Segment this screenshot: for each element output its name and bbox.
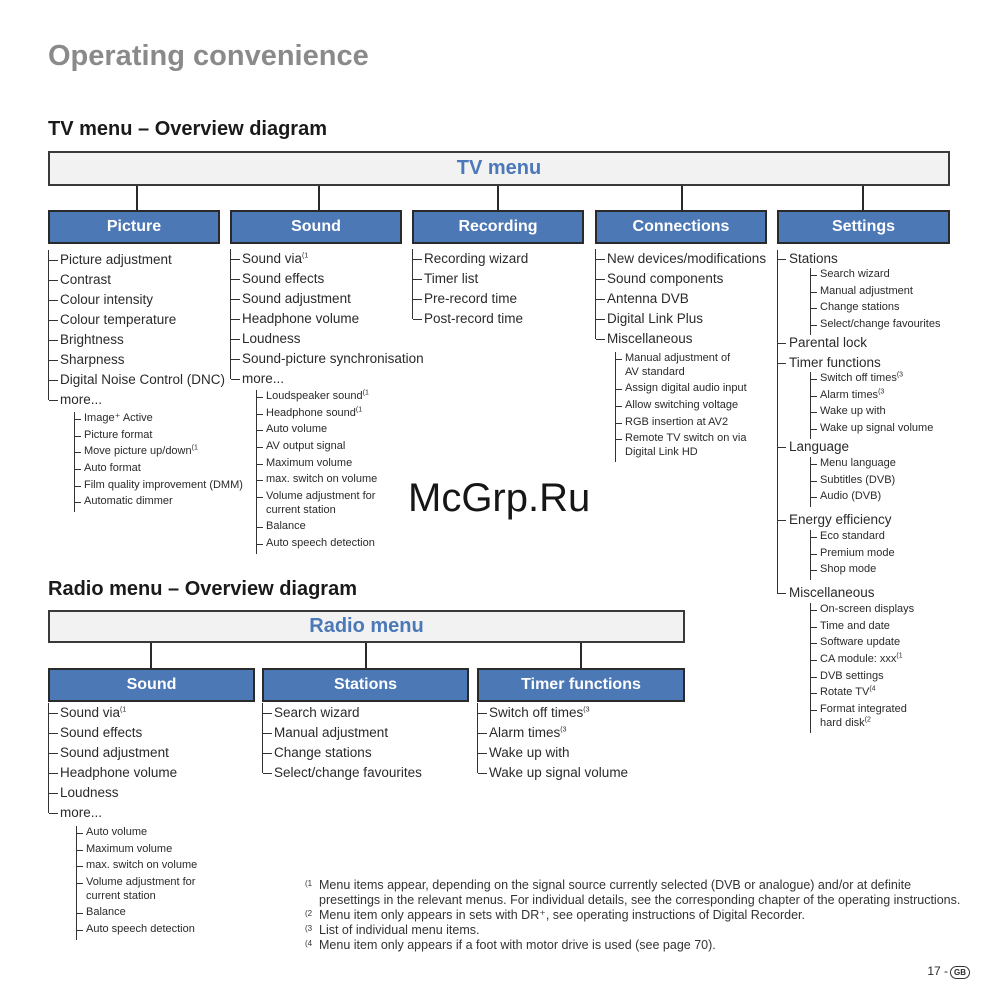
list-item: more...: [49, 390, 225, 410]
list-item: Remote TV switch on via Digital Link HD: [616, 432, 770, 459]
page-title: Operating convenience: [48, 40, 369, 72]
list-item: Manual adjustment: [263, 723, 422, 743]
list-item: Loudness: [49, 783, 177, 803]
list-item: Maximum volume: [77, 843, 197, 857]
list-item: On-screen displays: [811, 603, 951, 617]
list-item: AV output signal: [257, 440, 397, 454]
list-item: Sound effects: [231, 269, 424, 289]
list-item: Loudness: [231, 329, 424, 349]
list-item: Change stations: [811, 301, 940, 315]
list-item: Headphone volume: [49, 763, 177, 783]
list-item: CA module: xxx$^{(1}$: [811, 653, 951, 667]
settings-energy: [777, 510, 892, 530]
list-item: Rotate TV$^{(4}$: [811, 686, 951, 700]
list-item: max. switch on volume: [77, 859, 197, 873]
connector-line: [150, 643, 152, 668]
settings-energy-sub: [810, 530, 895, 580]
list-item: Wake up with: [478, 743, 628, 763]
list-item: Auto format: [75, 462, 243, 476]
settings-misc: [777, 583, 875, 603]
list-item: Loudspeaker sound$^{(1}$: [257, 390, 397, 404]
list-item: Colour intensity: [49, 290, 225, 310]
picture-items: [48, 250, 226, 407]
list-item: Sound via$^{(1}$: [49, 703, 177, 723]
list-item: Volume adjustment for current station: [257, 490, 376, 517]
list-item: Pre-record time: [413, 289, 528, 309]
list-item: Manual adjustment: [811, 285, 940, 299]
list-item: Subtitles (DVB): [811, 474, 896, 488]
list-item: Auto volume: [257, 423, 397, 437]
list-item: Miscellaneous: [777, 583, 875, 603]
list-item: Brightness: [49, 330, 225, 350]
radio-category-timer: Timer functions: [477, 668, 685, 702]
footnote: (2 Menu item only appears in sets with DR⁺, see operating instructions of Digital Recorder.: [305, 908, 805, 922]
tv-category-picture: Picture: [48, 210, 220, 244]
settings-stations-sub: [810, 268, 940, 335]
radio-menu-heading: Radio menu – Overview diagram: [48, 578, 357, 600]
list-item: Wake up with: [811, 405, 933, 419]
list-item: Parental lock: [777, 333, 881, 353]
list-item: New devices/modifications: [596, 249, 766, 269]
connections-misc-items: [615, 352, 776, 462]
list-item: Antenna DVB: [596, 289, 766, 309]
list-item: Sound adjustment: [49, 743, 177, 763]
list-item: DVB settings: [811, 670, 951, 684]
list-item: Shop mode: [811, 563, 895, 577]
list-item: Timer list: [413, 269, 528, 289]
list-item: Digital Noise Control (DNC): [49, 370, 225, 390]
list-item: Film quality improvement (DMM): [75, 479, 243, 493]
footnote: (1 Menu items appear, depending on the signal source currently selected (DVB or analogue) and/or at definite presettings in the relevant menus. For individual details, see the corresponding chapter of the operating instructions.: [305, 878, 961, 907]
settings-tree-line: [777, 250, 778, 593]
connections-items: [595, 249, 767, 346]
list-item: RGB insertion at AV2: [616, 416, 776, 430]
connector-line: [365, 643, 367, 668]
radio-sound-items: [48, 703, 178, 820]
list-item: Search wizard: [263, 703, 422, 723]
list-item: more...: [231, 369, 424, 389]
settings-language-sub: [810, 457, 896, 507]
list-item: Eco standard: [811, 530, 895, 544]
list-item: Auto speech detection: [77, 923, 197, 937]
list-item: Auto speech detection: [257, 537, 397, 551]
list-item: Audio (DVB): [811, 490, 896, 504]
settings-language: [777, 437, 849, 457]
list-item: Time and date: [811, 620, 951, 634]
list-item: Sound components: [596, 269, 766, 289]
list-item: max. switch on volume: [257, 473, 397, 487]
list-item: Language: [777, 437, 849, 457]
sound-items: [230, 249, 424, 386]
list-item: Switch off times$^{(3}$: [478, 703, 628, 723]
list-item: Volume adjustment for current station: [77, 876, 196, 903]
list-item: Post-record time: [413, 309, 528, 329]
settings-misc-sub: [810, 603, 951, 733]
list-item: Sound adjustment: [231, 289, 424, 309]
list-item: Timer functions: [777, 353, 881, 373]
list-item: Software update: [811, 636, 951, 650]
radio-category-stations: Stations: [262, 668, 469, 702]
list-item: Recording wizard: [413, 249, 528, 269]
list-item: Picture adjustment: [49, 250, 225, 270]
list-item: Sound-picture synchronisation: [231, 349, 424, 369]
list-item: Allow switching voltage: [616, 399, 776, 413]
list-item: Energy efficiency: [777, 510, 892, 530]
list-item: Premium mode: [811, 547, 895, 561]
tv-menu-box: TV menu: [48, 151, 950, 186]
tv-category-sound: Sound: [230, 210, 402, 244]
footnote: (4 Menu item only appears if a foot with motor drive is used (see page 70).: [305, 938, 716, 952]
connector-line: [497, 186, 499, 210]
list-item: Wake up signal volume: [478, 763, 628, 783]
radio-sound-more-items: [76, 826, 197, 940]
list-item: Change stations: [263, 743, 422, 763]
radio-stations-items: [262, 703, 422, 780]
list-item: Alarm times$^{(3}$: [811, 389, 933, 403]
list-item: Assign digital audio input: [616, 382, 776, 396]
list-item: more...: [49, 803, 177, 823]
list-item: Manual adjustment of AV standard: [616, 352, 735, 379]
settings-timer-sub: [810, 372, 933, 439]
list-item: Move picture up/down$^{(1}$: [75, 445, 243, 459]
list-item: Balance: [77, 906, 197, 920]
list-item: Automatic dimmer: [75, 495, 243, 509]
watermark: McGrp.Ru: [408, 476, 591, 520]
settings-stations: [777, 249, 838, 269]
radio-timer-items: [477, 703, 629, 780]
list-item: Miscellaneous: [596, 329, 766, 349]
list-item: Picture format: [75, 429, 243, 443]
list-item: Wake up signal volume: [811, 422, 933, 436]
tv-menu-heading: TV menu – Overview diagram: [48, 118, 327, 140]
list-item: Sound effects: [49, 723, 177, 743]
list-item: Select/change favourites: [263, 763, 422, 783]
list-item: Menu language: [811, 457, 896, 471]
list-item: Headphone volume: [231, 309, 424, 329]
page-number: 17 - GB: [927, 964, 970, 979]
list-item: Image⁺ Active: [75, 412, 243, 426]
list-item: Sound via$^{(1}$: [231, 249, 424, 269]
list-item: Select/change favourites: [811, 318, 940, 332]
list-item: Search wizard: [811, 268, 940, 282]
list-item: Sharpness: [49, 350, 225, 370]
list-item: Headphone sound$^{(1}$: [257, 407, 397, 421]
list-item: Colour temperature: [49, 310, 225, 330]
tv-category-connections: Connections: [595, 210, 767, 244]
radio-category-sound: Sound: [48, 668, 255, 702]
list-item: Maximum volume: [257, 457, 397, 471]
list-item: Auto volume: [77, 826, 197, 840]
footnote: (3 List of individual menu items.: [305, 923, 480, 937]
connector-line: [580, 643, 582, 668]
list-item: Balance: [257, 520, 397, 534]
list-item: Digital Link Plus: [596, 309, 766, 329]
settings-parental: [777, 333, 881, 373]
list-item: Format integrated hard disk$^{(2}$: [811, 703, 920, 730]
list-item: Stations: [777, 249, 838, 269]
tv-category-recording: Recording: [412, 210, 584, 244]
radio-menu-box: Radio menu: [48, 610, 685, 643]
sound-more-items: [256, 390, 397, 554]
connector-line: [136, 186, 138, 210]
connector-line: [318, 186, 320, 210]
recording-items: [412, 249, 529, 326]
list-item: Alarm times$^{(3}$: [478, 723, 628, 743]
country-badge: GB: [950, 966, 970, 979]
list-item: Switch off times$^{(3}$: [811, 372, 933, 386]
list-item: Contrast: [49, 270, 225, 290]
picture-more-items: [74, 412, 243, 512]
connector-line: [862, 186, 864, 210]
tv-category-settings: Settings: [777, 210, 950, 244]
connector-line: [681, 186, 683, 210]
